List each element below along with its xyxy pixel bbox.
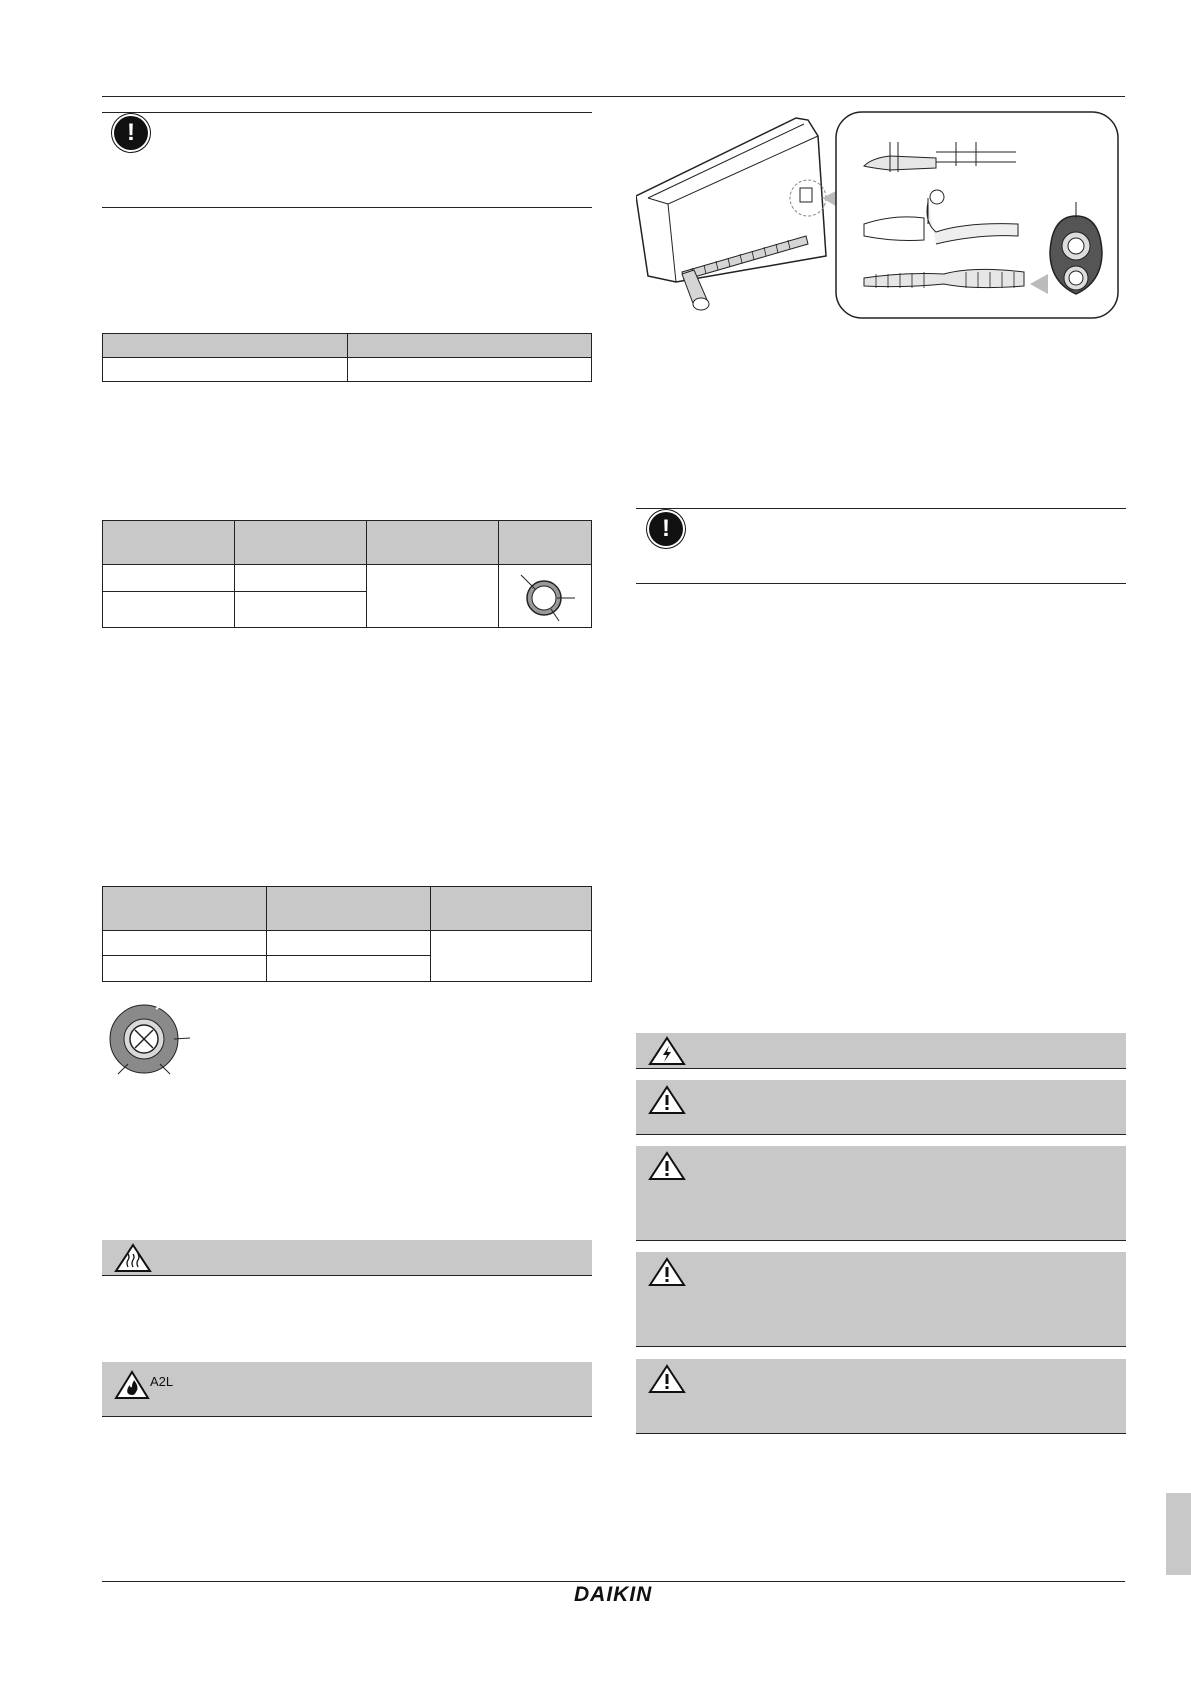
table-1-header-cell <box>348 334 592 358</box>
brand-logo: DAIKIN <box>574 1583 653 1606</box>
table-3-cell <box>103 956 267 982</box>
exclamation-circle-icon: ! <box>114 116 148 150</box>
electric-hazard-icon <box>648 1036 686 1066</box>
table-2-cell <box>235 565 367 592</box>
table-1 <box>102 333 592 382</box>
table-2-header-cell <box>235 521 367 565</box>
indoor-unit-piping-illustration <box>636 106 1126 326</box>
table-3-cell <box>267 956 431 982</box>
table-2 <box>102 520 592 628</box>
table-1-header-cell <box>103 334 348 358</box>
table-2-header-cell <box>103 521 235 565</box>
warning-triangle-icon <box>648 1257 686 1287</box>
header-rule <box>102 96 1125 97</box>
notice-top-rule <box>636 508 1126 509</box>
warning-band <box>636 1359 1126 1434</box>
insulated-pipe-figure <box>104 1002 204 1082</box>
pipe-cross-section-icon <box>499 565 589 625</box>
pipe-section-cell <box>499 565 592 628</box>
table-3-header-cell <box>431 887 592 931</box>
footer-rule <box>102 1581 1125 1582</box>
table-3-cell <box>103 931 267 956</box>
table-1-cell <box>103 358 348 382</box>
table-2-header-cell <box>499 521 592 565</box>
table-3-header-cell <box>267 887 431 931</box>
table-3-header-cell <box>103 887 267 931</box>
section-side-tab <box>1166 1493 1191 1575</box>
flammable-a2l-icon <box>114 1370 150 1400</box>
table-2-cell <box>367 565 499 628</box>
table-2-header-cell <box>367 521 499 565</box>
warning-band <box>636 1080 1126 1135</box>
notice-top-rule <box>102 112 592 113</box>
exclamation-circle-icon: ! <box>649 512 683 546</box>
table-1-cell <box>348 358 592 382</box>
flammable-warning <box>102 1362 592 1417</box>
table-2-cell <box>103 592 235 628</box>
warning-triangle-icon <box>648 1364 686 1394</box>
warning-band <box>636 1146 1126 1241</box>
notice-bottom-rule <box>636 583 1126 584</box>
table-2-cell <box>235 592 367 628</box>
table-3-cell <box>431 931 592 982</box>
table-2-cell <box>103 565 235 592</box>
table-3-cell <box>267 931 431 956</box>
warning-triangle-icon <box>648 1085 686 1115</box>
hot-surface-warning <box>102 1240 592 1276</box>
a2l-label: A2L <box>150 1374 174 1389</box>
electric-hazard-warning <box>636 1033 1126 1069</box>
notice-bottom-rule <box>102 207 592 208</box>
hot-surface-icon <box>114 1243 152 1273</box>
warning-triangle-icon <box>648 1151 686 1181</box>
warning-band <box>636 1252 1126 1347</box>
table-3 <box>102 886 592 982</box>
